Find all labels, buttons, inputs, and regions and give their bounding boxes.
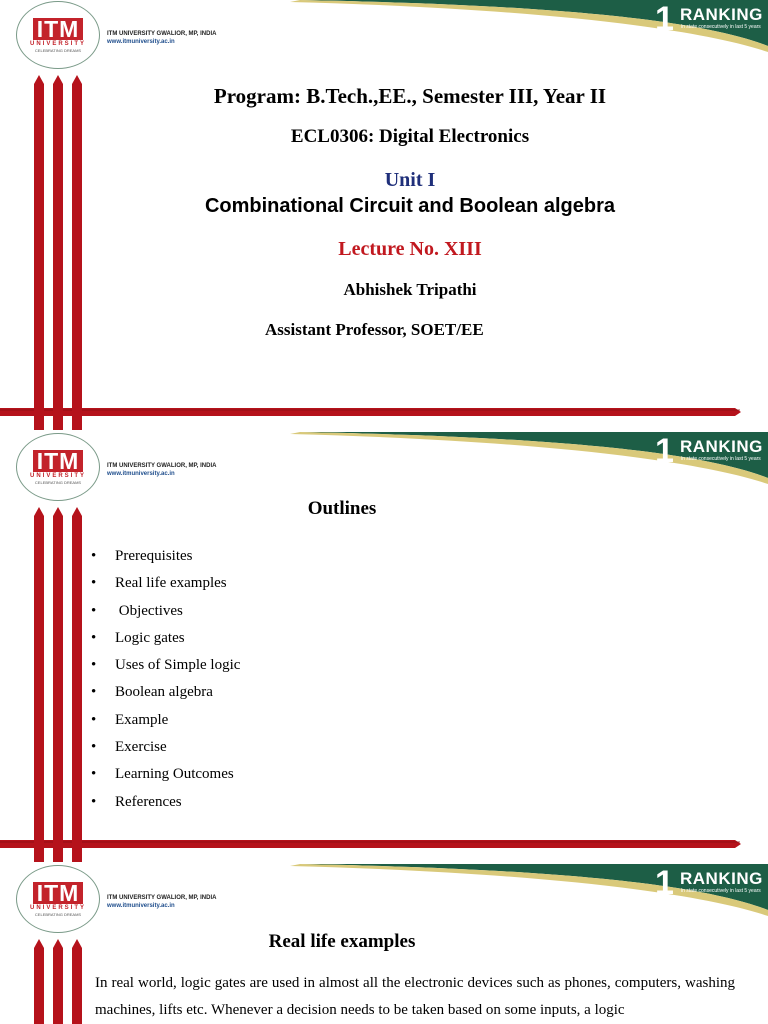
list-item-text: Real life examples — [115, 575, 227, 592]
slide-title: Real life examples — [268, 931, 416, 952]
logo-text: ITM — [33, 450, 84, 472]
university-url: www.itmuniversity.ac.in — [107, 903, 175, 909]
logo-subtext: UNIVERSITY — [29, 904, 86, 911]
list-item-text: Example — [115, 711, 169, 728]
list-item-text: Logic gates — [115, 629, 185, 646]
body-paragraph: In real world, logic gates are used in almost all the electronic devices such as phones, computers, washing machines, lifts etc. Whenever a decision needs to be taken based on some inputs, a logic — [95, 975, 735, 1018]
ranking-subtext: in state consecutively in last 5 years — [681, 456, 761, 462]
bullet: • — [91, 793, 97, 810]
list-item-text: Objectives — [115, 602, 183, 619]
ranking-subtext: in state consecutively in last 5 years — [681, 888, 761, 894]
bullet: • — [91, 629, 97, 646]
list-item — [91, 655, 240, 682]
slide-title: Outlines — [307, 498, 377, 519]
list-item-text: Prerequisites — [115, 548, 193, 564]
ranking-number: 1 — [655, 864, 674, 902]
list-item — [91, 764, 240, 791]
university-url: www.itmuniversity.ac.in — [107, 39, 175, 45]
ranking-number: 1 — [655, 0, 674, 38]
university-name: ITM UNIVERSITY GWALIOR, MP, INDIA — [107, 895, 217, 901]
list-item-text: Exercise — [115, 739, 167, 756]
bullet: • — [91, 684, 97, 701]
list-item — [91, 573, 240, 600]
bullet: • — [91, 548, 97, 564]
ranking-label: RANKING — [680, 5, 763, 24]
list-item — [91, 682, 240, 709]
logo-tagline: CELEBRATING DREAMS — [34, 911, 82, 917]
program-title: Program: B.Tech.,EE., Semester III, Year II — [213, 84, 607, 108]
bullet: • — [91, 766, 97, 783]
lecture-number: Lecture No. XIII — [338, 238, 482, 260]
list-item — [91, 792, 240, 819]
ranking-number: 1 — [655, 432, 674, 470]
list-item-text: Learning Outcomes — [115, 766, 234, 783]
bullet: • — [91, 602, 97, 619]
list-item — [91, 546, 240, 573]
course-title: ECL0306: Digital Electronics — [290, 126, 530, 147]
logo-text: ITM — [33, 882, 84, 904]
university-logo — [16, 1, 100, 69]
list-item — [91, 710, 240, 737]
list-item — [91, 601, 240, 628]
list-item-text: Boolean algebra — [115, 684, 213, 701]
bullet: • — [91, 739, 97, 756]
title-slide — [0, 0, 768, 432]
logo-tagline: CELEBRATING DREAMS — [34, 47, 82, 53]
university-url: www.itmuniversity.ac.in — [107, 471, 175, 477]
university-logo — [16, 865, 100, 933]
ranking-label: RANKING — [680, 437, 763, 456]
university-name: ITM UNIVERSITY GWALIOR, MP, INDIA — [107, 31, 217, 37]
bullet: • — [91, 711, 97, 728]
author-role: Assistant Professor, SOET/EE — [265, 320, 484, 339]
list-item — [91, 628, 240, 655]
outline-slide — [0, 432, 768, 864]
list-item-text: Uses of Simple logic — [115, 657, 241, 674]
logo-subtext: UNIVERSITY — [29, 472, 86, 479]
bullet: • — [91, 575, 97, 592]
university-name: ITM UNIVERSITY GWALIOR, MP, INDIA — [107, 463, 217, 469]
university-logo — [16, 433, 100, 501]
topic-title: Combinational Circuit and Boolean algebra — [204, 195, 616, 217]
list-item-text: References — [115, 793, 182, 810]
bullet: • — [91, 657, 97, 674]
ranking-subtext: in state consecutively in last 5 years — [681, 24, 761, 30]
unit-title: Unit I — [384, 169, 436, 191]
author-name: Abhishek Tripathi — [343, 280, 477, 299]
outline-list — [91, 546, 240, 819]
logo-text: ITM — [33, 18, 84, 40]
real-life-examples-slide — [0, 864, 768, 1024]
list-item — [91, 737, 240, 764]
logo-subtext: UNIVERSITY — [29, 40, 86, 47]
ranking-label: RANKING — [680, 869, 763, 888]
logo-tagline: CELEBRATING DREAMS — [34, 479, 82, 485]
